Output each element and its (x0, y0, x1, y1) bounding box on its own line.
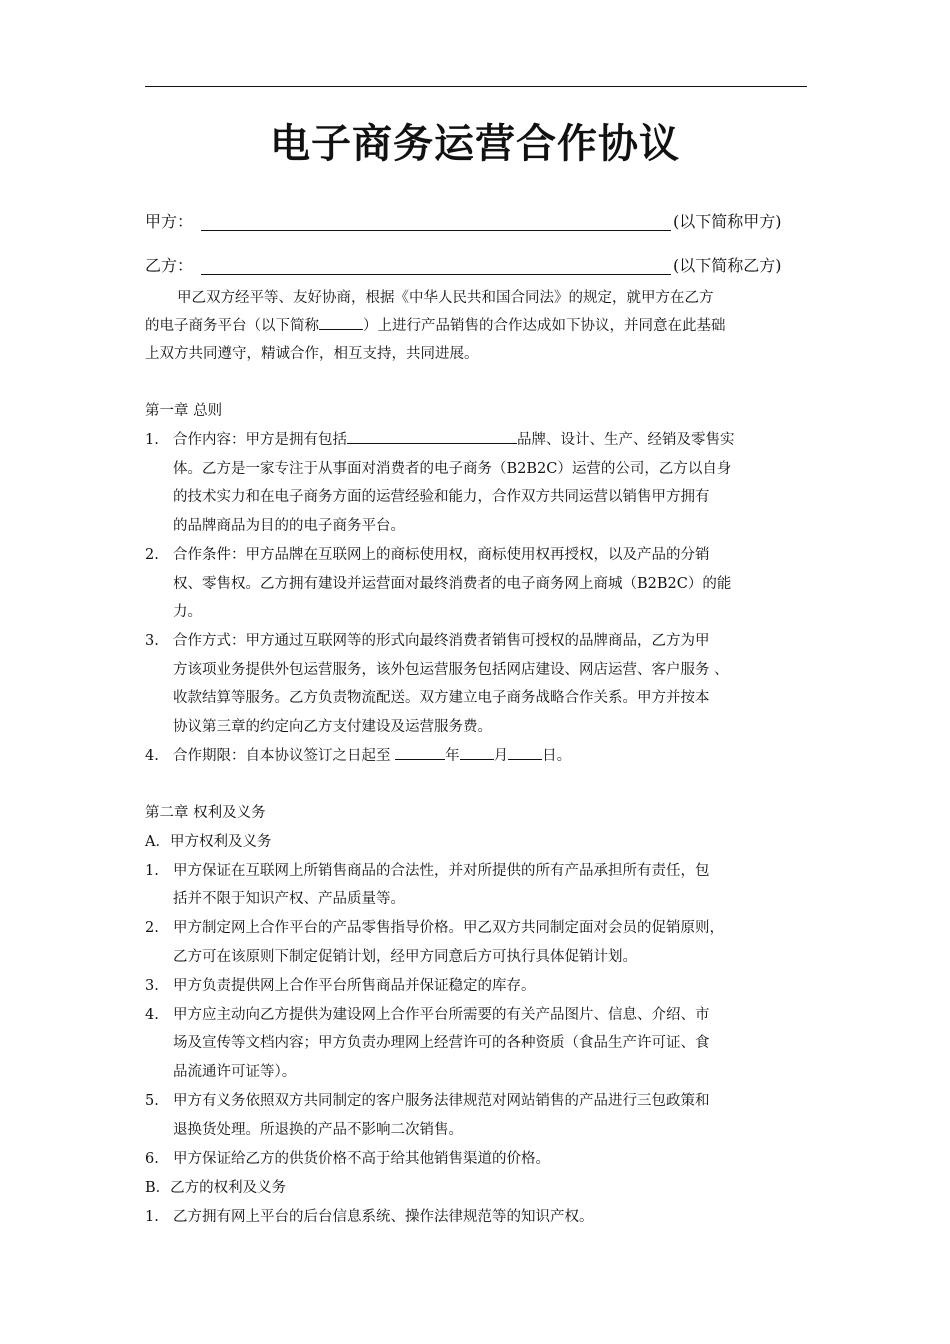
item-text: 月 (493, 748, 509, 764)
party-b-line (145, 251, 807, 281)
item-line: 乙方拥有网上平台的后台信息系统、操作法律规范等的知识产权。 (173, 1209, 594, 1225)
item-line: 甲方有义务依照双方共同制定的客户服务法律规范对网站销售的产品进行三包政策和 (173, 1093, 710, 1109)
item-number: 1. (145, 432, 159, 448)
party-a-blank (201, 230, 671, 231)
item-line (173, 745, 571, 767)
item-text: 合作内容：甲方是拥有包括 (173, 432, 347, 448)
party-a-line (145, 207, 807, 237)
item-line: 合作方式：甲方通过互联网等的形式向最终消费者销售可授权的品牌商品，乙方为甲 (173, 633, 710, 649)
item-line: 品流通许可证等）。 (173, 1064, 297, 1080)
item-line: 甲方保证给乙方的供货价格不高于给其他销售渠道的价格。 (173, 1151, 550, 1167)
preamble-text: ）上进行产品销售的合作达成如下协议，并同意在此基础 (363, 318, 726, 334)
party-a-label: 甲方： (145, 212, 194, 231)
item-text: 日。 (542, 748, 572, 764)
platform-name-blank (319, 315, 363, 330)
item-text: 年 (445, 748, 460, 764)
party-b-blank (201, 274, 671, 275)
item-line: 体。乙方是一家专注于从事面对消费者的电子商务（B2B2C）运营的公司，乙方以自身 (173, 461, 732, 477)
item-line: 甲方负责提供网上合作平台所售商品并保证稳定的库存。 (173, 978, 536, 994)
item-line: 收款结算等服务。乙方负责物流配送。双方建立电子商务战略合作关系。甲方并按本 (173, 690, 710, 706)
year-blank (395, 745, 445, 760)
item-number: 3. (145, 633, 159, 649)
item-line: 甲方制定网上合作平台的产品零售指导价格。甲乙双方共同制定面对会员的促销原则， (173, 920, 724, 936)
item-line: 的品牌商品为目的的电子商务平台。 (173, 518, 405, 534)
item-line: 力。 (173, 604, 202, 620)
item-line: 括并不限于知识产权、产品质量等。 (173, 891, 405, 907)
preamble-line (145, 315, 726, 337)
item-number: 4. (145, 748, 159, 764)
item-number: 1. (145, 863, 159, 879)
item-number: 5. (145, 1093, 159, 1109)
party-b-suffix: (以下简称乙方) (673, 256, 782, 275)
chapter-2-heading: 第二章 权利及义务 (145, 805, 266, 821)
item-line: 甲方应主动向乙方提供为建设网上合作平台所需要的有关产品图片、信息、介绍、市 (173, 1007, 710, 1023)
section-a-heading: A．甲方权利及义务 (145, 834, 272, 850)
item-number: 2. (145, 547, 159, 563)
item-text: 合作期限：自本协议签订之日起至 (173, 748, 396, 764)
item-number: 3. (145, 978, 159, 994)
item-line: 场及宣传等文档内容；甲方负责办理网上经营许可的各种资质（食品生产许可证、食 (173, 1035, 710, 1051)
header-rule (145, 86, 807, 87)
document-title: 电子商务运营合作协议 (270, 121, 680, 167)
month-blank (460, 745, 494, 760)
section-b-heading: B．乙方的权利及义务 (145, 1180, 287, 1196)
preamble-line: 甲乙双方经平等、友好协商，根据《中华人民共和国合同法》的规定，就甲方在乙方 (177, 290, 714, 306)
item-text: 品牌、设计、生产、经销及零售实 (517, 432, 735, 448)
preamble-text: 的电子商务平台（以下简称 (145, 318, 319, 334)
preamble-line: 上双方共同遵守，精诚合作，相互支持，共同进展。 (145, 346, 479, 362)
item-number: 6. (145, 1151, 159, 1167)
item-line: 的技术实力和在电子商务方面的运营经验和能力，合作双方共同运营以销售甲方拥有 (173, 489, 710, 505)
item-line: 乙方可在该原则下制定促销计划，经甲方同意后方可执行具体促销计划。 (173, 949, 637, 965)
item-number: 1. (145, 1209, 159, 1225)
party-b-label: 乙方： (145, 256, 194, 275)
brand-blank (347, 429, 517, 444)
chapter-1-heading: 第一章 总则 (145, 403, 223, 419)
item-line: 合作条件：甲方品牌在互联网上的商标使用权，商标使用权再授权，以及产品的分销 (173, 547, 710, 563)
item-number: 4. (145, 1007, 159, 1023)
item-line: 甲方保证在互联网上所销售商品的合法性，并对所提供的所有产品承担所有责任，包 (173, 863, 710, 879)
item-number: 2. (145, 920, 159, 936)
party-a-suffix: (以下简称甲方) (673, 212, 782, 231)
item-line: 协议第三章的约定向乙方支付建设及运营服务费。 (173, 719, 492, 735)
item-line: 退换货处理。所退换的产品不影响二次销售。 (173, 1122, 463, 1138)
item-line: 方该项业务提供外包运营服务，该外包运营服务包括网店建设、网店运营、客户服务 、 (173, 662, 729, 678)
item-line: 权、零售权。乙方拥有建设并运营面对最终消费者的电子商务网上商城（B2B2C）的能 (173, 576, 732, 592)
item-line (173, 429, 735, 451)
day-blank (508, 745, 542, 760)
